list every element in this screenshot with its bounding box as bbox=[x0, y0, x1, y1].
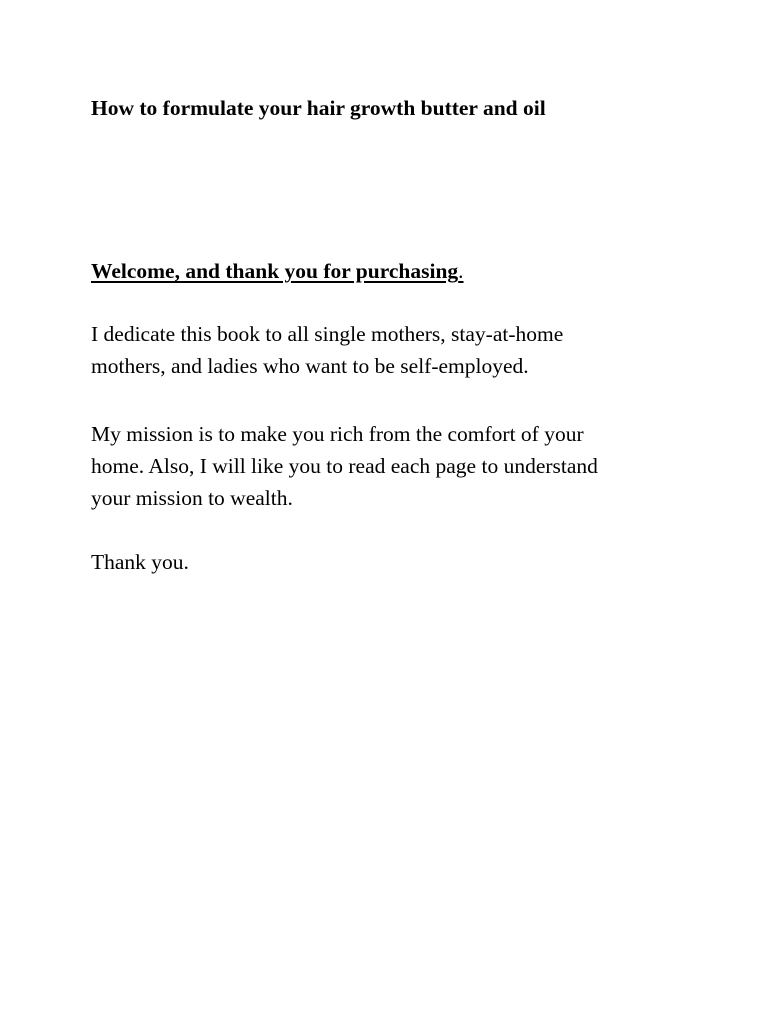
mission-line-2: home. Also, I will like you to read each page to understand bbox=[91, 454, 598, 478]
mission-line-3: your mission to wealth. bbox=[91, 486, 293, 510]
closing-line: Thank you. bbox=[91, 550, 189, 574]
dedication-paragraph bbox=[91, 318, 563, 382]
welcome-heading-text: Welcome, and thank you for purchasing bbox=[91, 259, 459, 283]
document-title: How to formulate your hair growth butter and oil bbox=[91, 96, 546, 120]
welcome-heading bbox=[91, 256, 464, 286]
dedication-line-2: mothers, and ladies who want to be self-employed. bbox=[91, 354, 529, 378]
welcome-heading-period: . bbox=[458, 259, 464, 283]
mission-line-1: My mission is to make you rich from the comfort of your bbox=[91, 422, 584, 446]
dedication-line-1: I dedicate this book to all single mothers, stay-at-home bbox=[91, 322, 564, 346]
mission-paragraph bbox=[91, 418, 598, 514]
